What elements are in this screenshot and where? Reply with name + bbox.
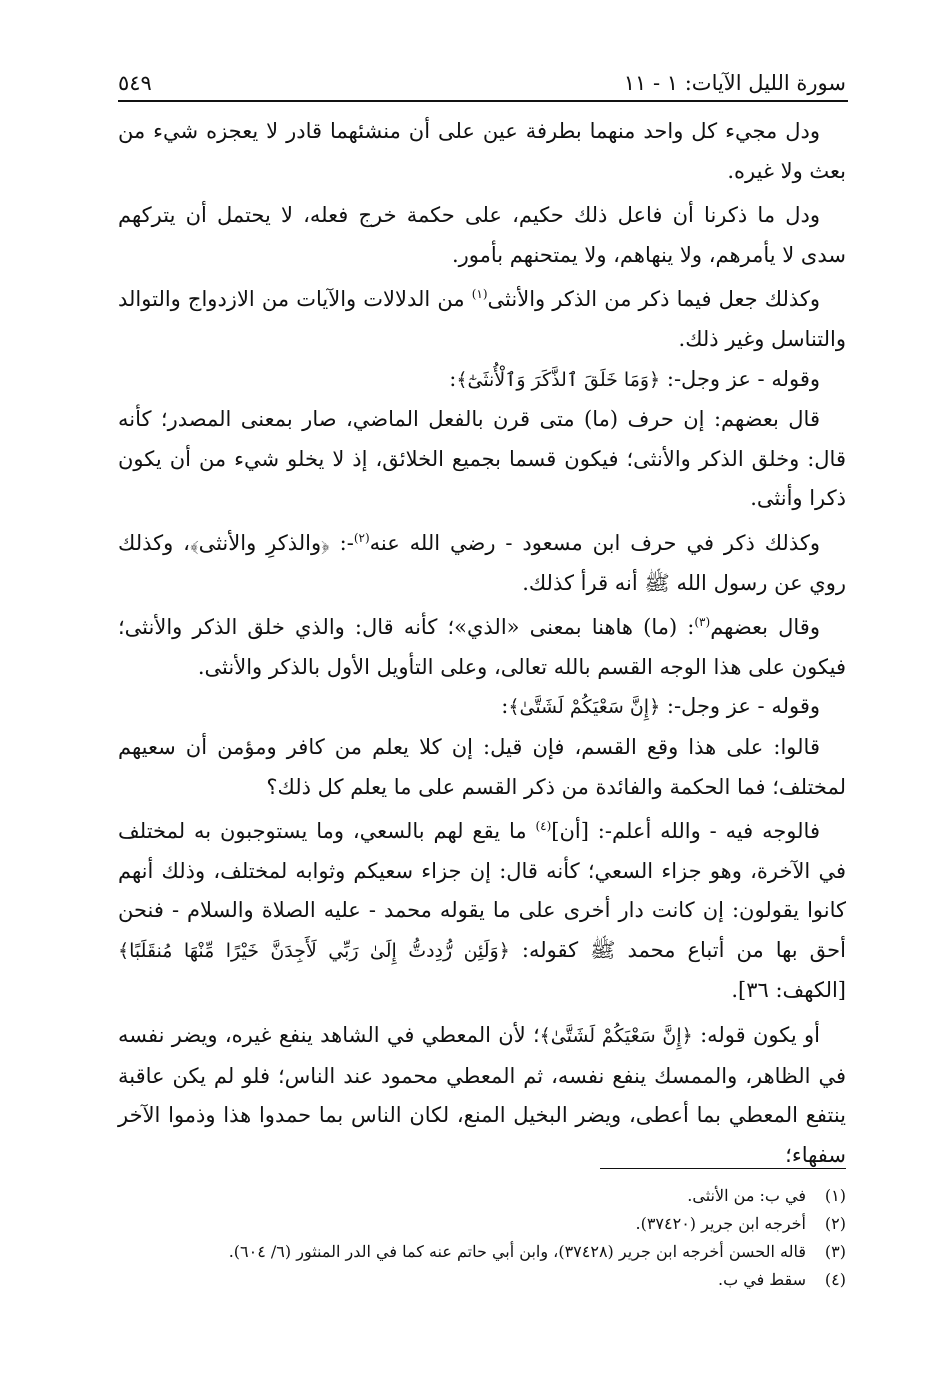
quran-verse: ﴿إِنَّ سَعْيَكُمْ لَشَتَّىٰ﴾ <box>508 696 661 719</box>
footnote <box>118 1266 846 1294</box>
paragraph <box>118 1016 846 1175</box>
paragraph <box>118 812 846 1011</box>
footnote <box>118 1210 846 1238</box>
footnote-number: (٢) <box>824 1214 846 1233</box>
quran-verse: ﴿وَمَا خَلَقَ ٱلذَّكَرَ وَٱلْأُنثَىٰٓ﴾ <box>456 368 661 391</box>
verse-intro: وقوله - عز وجل-: <box>660 694 820 719</box>
quran-verse: ﴿وَلَئِن رُّدِدتُّ إِلَىٰ رَبِّي لَأَجِدَنَّ خَيْرًا مِّنْهَا مُنقَلَبًا﴾ <box>118 939 510 962</box>
footnote-rule <box>600 1168 846 1169</box>
paragraph-text: -: ﴿والذكرِ والأنثى﴾، وكذلك روي عن رسول الله ﷺ أنه قرأ كذلك. <box>118 530 846 595</box>
paragraph-text: أو يكون قوله: <box>692 1023 820 1048</box>
paragraph <box>118 728 846 807</box>
paragraph-text: قال بعضهم: إن حرف (ما) متى قرن بالفعل الماضي، صار بمعنى المصدر؛ كأنه قال: وخلق الذكر والأنثى؛ فيكون قسما بجميع الخلائق، إذ لا يخلو شيء من أن يكون ذكرا وأنثى. <box>118 407 846 511</box>
footnote <box>118 1182 846 1210</box>
paragraph-text: ؛ لأن المعطي في الشاهد ينفع غيره، ويضر نفسه في الظاهر، والممسك ينفع نفسه، ثم المعطي محمود عند الناس؛ فلو لم يكن عاقبة ينتفع المعطي بما أعطى، ويضر البخيل المنع، لكان الناس بما حمدوا هذا وذموا الآخر سفهاء؛ <box>118 1023 846 1167</box>
header-rule <box>118 100 848 102</box>
verse-intro: وقوله - عز وجل-: <box>660 366 820 391</box>
paragraph-text: فالوجه فيه - والله أعلم-: [أن] <box>551 819 820 844</box>
paragraph <box>118 400 846 519</box>
paragraph <box>118 280 846 359</box>
paragraph <box>118 196 846 275</box>
main-text <box>118 112 846 1175</box>
paragraph-text: وقال بعضهم <box>710 615 820 640</box>
paragraph <box>118 112 846 191</box>
page-number: ٥٤٩ <box>118 71 152 95</box>
surah-reference: [الكهف: ٣٦]. <box>731 978 846 1003</box>
paragraph-text: ودل مجيء كل واحد منهما بطرفة عين على أن منشئهما قادر لا يعجزه شيء من بعث ولا غيره. <box>118 119 846 183</box>
running-header <box>118 54 846 94</box>
footnote-marker: (٣) <box>694 615 711 630</box>
footnote-text: أخرجه ابن جرير (٣٧٤٢٠). <box>635 1214 806 1233</box>
paragraph-text: ودل ما ذكرنا أن فاعل ذلك حكيم، على حكمة خرج فعله، لا يحتمل أن يتركهم سدى لا يأمرهم، ولا ينهاهم، ولا يمتحنهم بأمور. <box>118 203 846 267</box>
footnote-marker: (٢) <box>353 530 370 545</box>
footnotes <box>118 1182 846 1294</box>
paragraph <box>118 608 846 687</box>
footnote-marker: (٤) <box>535 819 552 834</box>
paragraph-text: من الدلالات والآيات من الازدواج والتوالد والتناسل وغير ذلك. <box>118 287 846 351</box>
footnote-text: سقط في ب. <box>718 1270 806 1289</box>
paragraph-text: وكذلك ذكر في حرف ابن مسعود - رضي الله عنه <box>369 530 820 555</box>
footnote <box>118 1238 846 1266</box>
footnote-marker: (١) <box>471 287 488 302</box>
paragraph-text: وكذلك جعل فيما ذكر من الذكر والأنثى <box>487 287 820 312</box>
running-title: سورة الليل الآيات: ١ - ١١ <box>623 71 846 95</box>
paragraph <box>118 524 846 603</box>
footnote-number: (٣) <box>824 1242 846 1261</box>
quran-verse: ﴿إِنَّ سَعْيَكُمْ لَشَتَّىٰ﴾ <box>539 1025 693 1048</box>
paragraph-text: ما يقع لهم بالسعي، وما يستوجبون به لمختلف في الآخرة، وهو جزاء السعي؛ كأنه قال: إن جزاء سعيكم وثوابه لمختلف، وذلك أنهم كانوا يقولون: إن كانت دار أخرى على ما يقوله محمد - عليه الصلاة والسلام - فنحن أحق بها من أتباع محمد ﷺ كقوله: <box>118 819 847 962</box>
footnote-number: (٤) <box>824 1270 846 1289</box>
footnote-number: (١) <box>824 1186 846 1205</box>
footnote-text: قاله الحسن أخرجه ابن جرير (٣٧٤٢٨)، وابن أبي حاتم عنه كما في الدر المنثور (٦/ ٦٠٤). <box>228 1242 806 1261</box>
verse-heading <box>118 687 846 728</box>
paragraph-text: قالوا: على هذا وقع القسم، فإن قيل: إن كلا يعلم من كافر ومؤمن أن سعيهم لمختلف؛ فما الحكمة والفائدة من ذكر القسم على ما يعلم كل ذلك؟ <box>118 734 846 799</box>
verse-heading <box>118 360 846 401</box>
paragraph-text: : (ما) هاهنا بمعنى «الذي»؛ كأنه قال: والذي خلق الذكر والأنثى؛ فيكون على هذا الوجه القسم بالله تعالى، وعلى التأويل الأول بالذكر والأنثى. <box>118 615 846 679</box>
verse-colon: : <box>449 366 457 391</box>
footnote-text: في ب: من الأنثى. <box>687 1186 806 1205</box>
verse-colon: : <box>501 694 509 719</box>
